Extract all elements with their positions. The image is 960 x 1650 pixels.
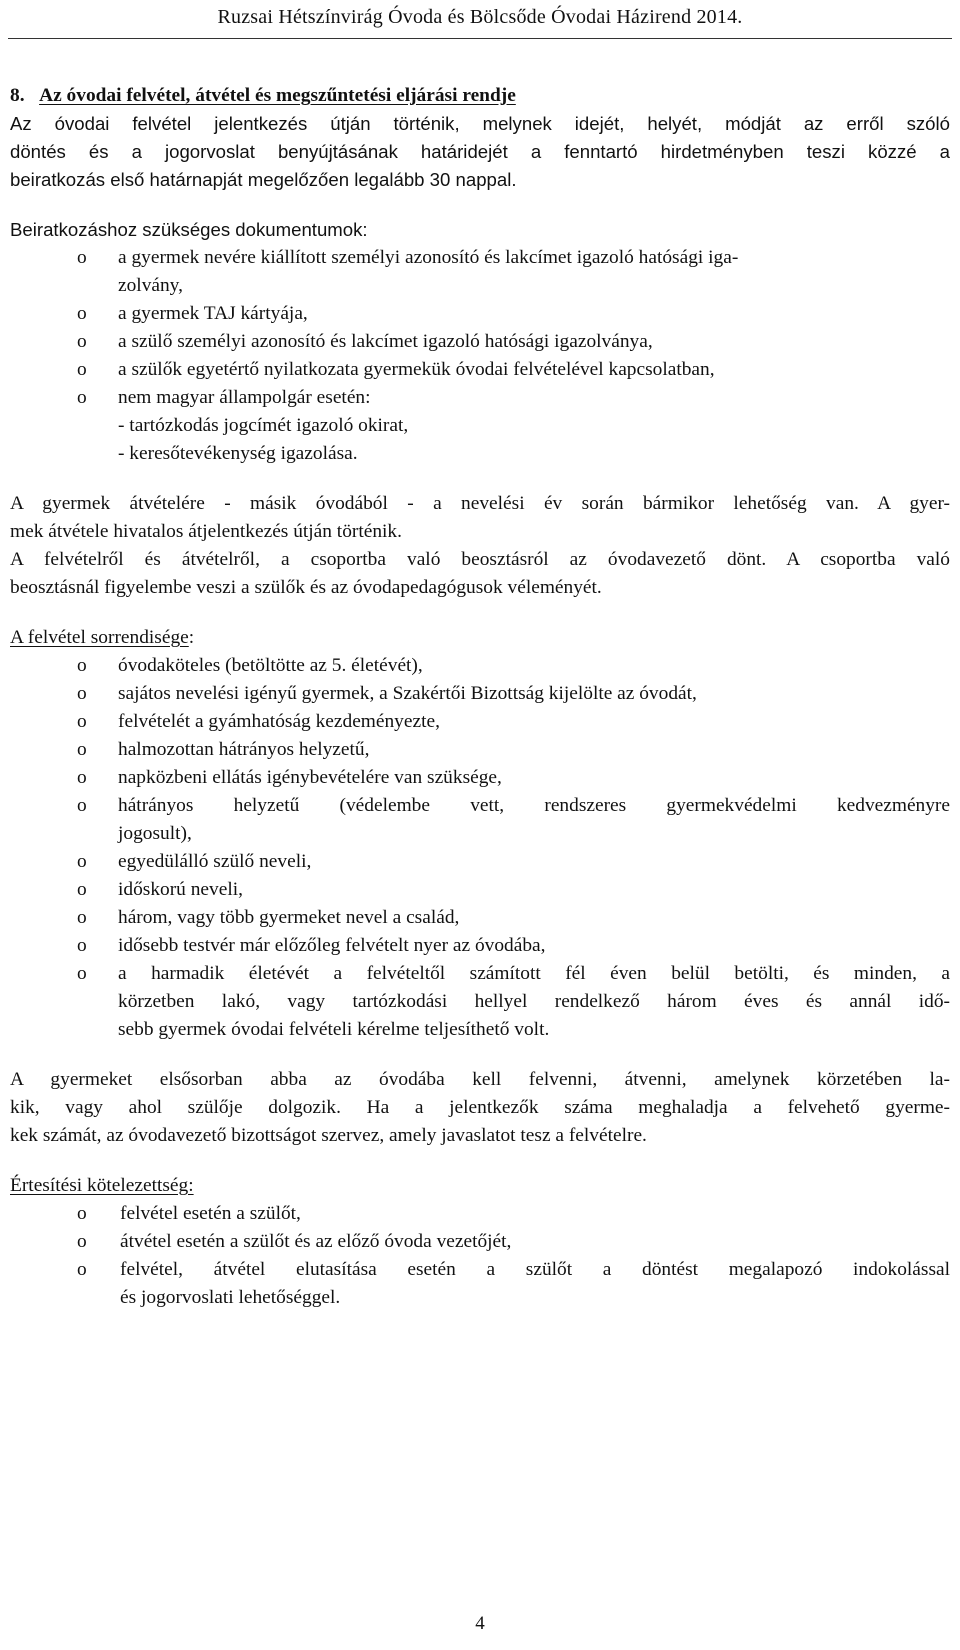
bullet-marker: o: [77, 387, 87, 408]
bullet-marker: o: [77, 879, 87, 900]
list-item: o a harmadik életévét a felvételtől számított fél éven belül betölti, és minden, a: [10, 960, 950, 988]
list-item: o idősebb testvér már előzőleg felvételt nyer az óvodába,: [10, 932, 950, 960]
bullet-marker: o: [77, 935, 87, 956]
bullet-marker: o: [77, 359, 87, 380]
sub-list-item: - tartózkodás jogcímét igazoló okirat,: [118, 415, 409, 436]
bullet-marker: o: [77, 1203, 87, 1224]
list-item: o három, vagy több gyermeket nevel a család,: [10, 904, 950, 932]
notification-heading: Értesítési kötelezettség:: [10, 1175, 194, 1196]
sub-list-item: - keresőtevékenység igazolása.: [118, 443, 358, 464]
bullet-marker: o: [77, 247, 87, 268]
section-heading: [10, 82, 950, 110]
bullet-marker: o: [77, 683, 87, 704]
district-line: kik, vagy ahol szülője dolgozik. Ha a jelentkezők száma meghaladja a felvehető gyerme-: [10, 1097, 950, 1118]
bullet-marker: o: [77, 655, 87, 676]
list-item: o halmozottan hátrányos helyzetű,: [10, 736, 950, 764]
page-number: 4: [475, 1613, 485, 1634]
intro-line: Az óvodai felvétel jelentkezés útján történik, melynek idejét, helyét, módját az erről szóló: [10, 113, 950, 134]
bullet-marker: o: [77, 963, 87, 984]
bullet-marker: o: [77, 739, 87, 760]
list-item: o a szülők egyetértő nyilatkozata gyermekük óvodai felvételével kapcsolatban,: [10, 356, 950, 384]
transfer-line: A felvételről és átvételről, a csoportba való beosztásról az óvodavezető dönt. A csoportba való: [10, 549, 950, 570]
running-header: Ruzsai Hétszínvirág Óvoda és Bölcsőde Óvodai Házirend 2014.: [217, 6, 743, 28]
bullet-marker: o: [77, 711, 87, 732]
list-item: o felvételét a gyámhatóság kezdeményezte,: [10, 708, 950, 736]
list-item: o óvodaköteles (betöltötte az 5. életévét),: [10, 652, 950, 680]
list-item-continuation: és jogorvoslati lehetőséggel.: [120, 1287, 341, 1308]
list-item-continuation: sebb gyermek óvodai felvételi kérelme teljesíthető volt.: [118, 1019, 550, 1040]
list-item: o felvétel, átvétel elutasítása esetén a szülőt a döntést megalapozó indokolással: [10, 1256, 950, 1284]
list-item-continuation: jogosult),: [118, 823, 192, 844]
bullet-marker: o: [77, 907, 87, 928]
priority-heading: A felvétel sorrendisége:: [10, 627, 195, 648]
district-line: kek számát, az óvodavezető bizottságot szervez, amely javaslatot tesz a felvételre.: [10, 1125, 647, 1146]
transfer-line: mek átvétele hivatalos átjelentkezés útján történik.: [10, 521, 402, 542]
list-item-continuation: körzetben lakó, vagy tartózkodási hellyel rendelkező három éves és annál idő-: [118, 991, 950, 1012]
documents-heading: Beiratkozáshoz szükséges dokumentumok:: [10, 219, 368, 240]
list-item-continuation: zolvány,: [118, 275, 183, 296]
bullet-marker: o: [77, 767, 87, 788]
bullet-marker: o: [77, 851, 87, 872]
list-item: o átvétel esetén a szülőt és az előző óvoda vezetőjét,: [10, 1228, 950, 1256]
list-item: o napközbeni ellátás igénybevételére van szüksége,: [10, 764, 950, 792]
bullet-marker: o: [77, 1259, 87, 1280]
transfer-line: A gyermek átvételére - másik óvodából - a nevelési év során bármikor lehetőség van. A gyer-: [10, 493, 950, 514]
list-item: o sajátos nevelési igényű gyermek, a Szakértői Bizottság kijelölte az óvodát,: [10, 680, 950, 708]
list-item: o a gyermek nevére kiállított személyi azonosító és lakcímet igazoló hatósági iga-: [10, 244, 950, 272]
intro-line: döntés és a jogorvoslat benyújtásának határidejét a fenntartó hirdetményben teszi közzé a: [10, 141, 950, 162]
list-item: o hátrányos helyzetű (védelembe vett, rendszeres gyermekvédelmi kedvezményre: [10, 792, 950, 820]
district-line: A gyermeket elsősorban abba az óvodába kell felvenni, átvenni, amelynek körzetében la-: [10, 1069, 950, 1090]
bullet-marker: o: [77, 795, 87, 816]
bullet-marker: o: [77, 331, 87, 352]
intro-line: beiratkozás első határnapját megelőzően legalább 30 nappal.: [10, 169, 517, 190]
transfer-line: beosztásnál figyelembe veszi a szülők és az óvodapedagógusok véleményét.: [10, 577, 602, 598]
list-item: o egyedülálló szülő neveli,: [10, 848, 950, 876]
header-rule: [8, 38, 952, 39]
section-number: 8.: [10, 85, 25, 106]
list-item: o felvétel esetén a szülőt,: [10, 1200, 950, 1228]
section-title: Az óvodai felvétel, átvétel és megszűntetési eljárási rendje: [39, 85, 516, 106]
bullet-marker: o: [77, 1231, 87, 1252]
list-item: o a szülő személyi azonosító és lakcímet igazoló hatósági igazolványa,: [10, 328, 950, 356]
bullet-marker: o: [77, 303, 87, 324]
list-item: o nem magyar állampolgár esetén:: [10, 384, 950, 412]
list-item: o időskorú neveli,: [10, 876, 950, 904]
list-item: o a gyermek TAJ kártyája,: [10, 300, 950, 328]
document-body: [10, 82, 950, 1312]
